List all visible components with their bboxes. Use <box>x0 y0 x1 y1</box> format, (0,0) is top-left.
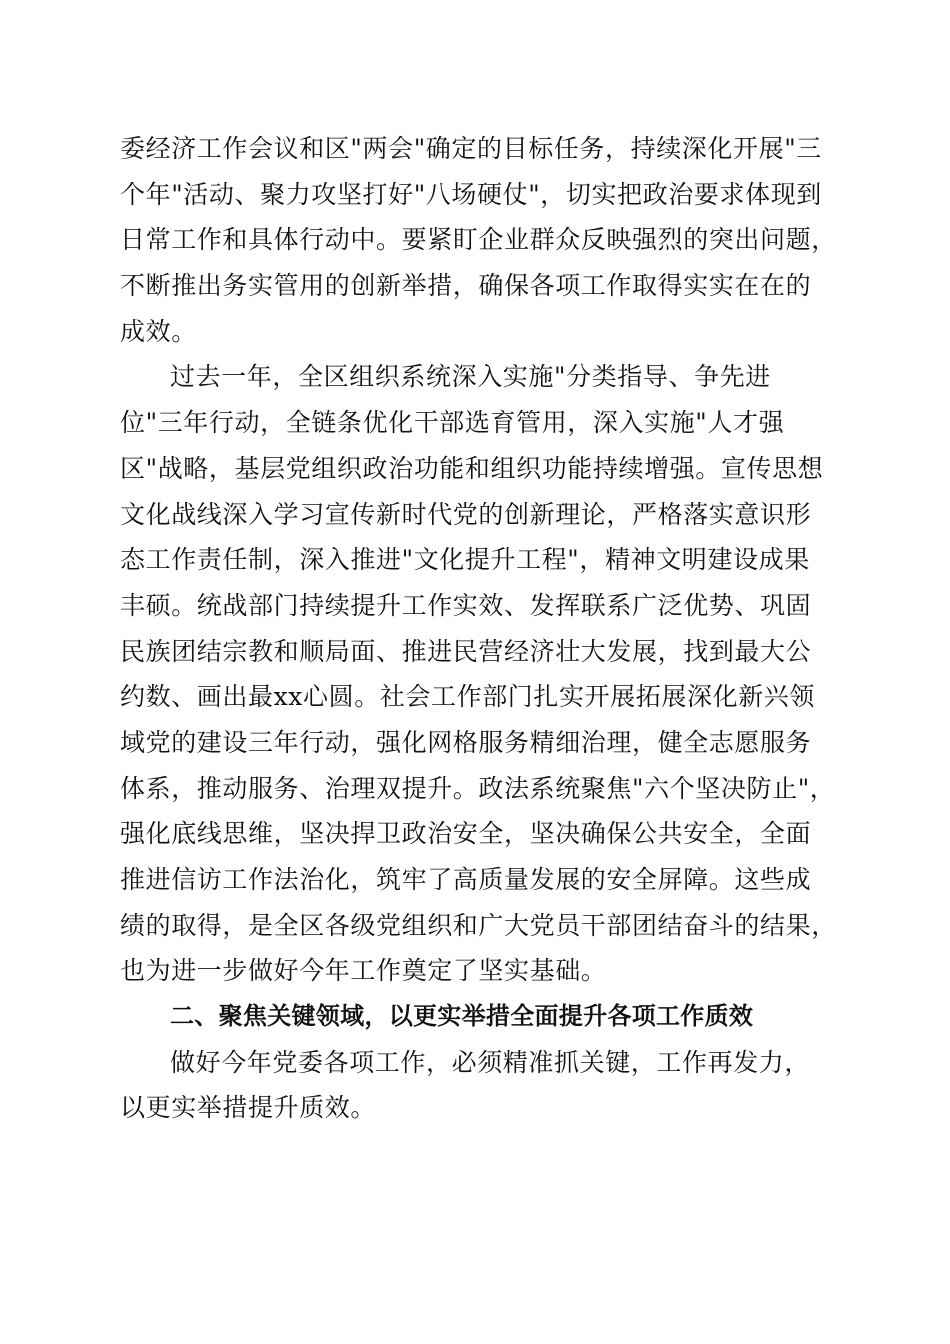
paragraph-line: 做好今年党委各项工作，必须精准抓关键，工作再发力， <box>170 1047 811 1077</box>
paragraph-line: 也为进一步做好今年工作奠定了坚实基础。 <box>120 956 607 986</box>
paragraph-line: 委经济工作会议和区"两会"确定的目标任务，持续深化开展"三 <box>120 134 822 163</box>
paragraph-line: 位"三年行动，全链条优化干部选育管用，深入实施"人才强 <box>120 408 785 438</box>
paragraph-line: 约数、画出最xx心圆。社会工作部门扎实开展拓展深化新兴领 <box>120 682 816 712</box>
paragraph-1 <box>120 126 840 354</box>
paragraph-2 <box>120 354 840 994</box>
paragraph-line: 域党的建设三年行动，强化网格服务精细治理，健全志愿服务 <box>120 727 812 757</box>
paragraph-line: 日常工作和具体行动中。要紧盯企业群众反映强烈的突出问题， <box>120 225 837 255</box>
paragraph-line: 民族团结宗教和顺局面、推进民营经济壮大发展，找到最大公 <box>120 636 812 666</box>
paragraph-line: 丰硕。统战部门持续提升工作实效、发挥联系广泛优势、巩固 <box>120 590 812 620</box>
paragraph-line: 态工作责任制，深入推进"文化提升工程"，精神文明建设成果 <box>120 545 810 575</box>
document-body <box>120 126 840 1131</box>
paragraph-line: 强化底线思维，坚决捍卫政治安全，坚决确保公共安全，全面 <box>120 819 812 849</box>
paragraph-line: 以更实举措提升质效。 <box>120 1093 377 1123</box>
paragraph-line: 不断推出务实管用的创新举措，确保各项工作取得实实在在的 <box>120 271 812 301</box>
paragraph-line: 体系，推动服务、治理双提升。政法系统聚焦"六个坚决防止"， <box>120 773 836 803</box>
paragraph-3 <box>120 1040 840 1131</box>
paragraph-line: 绩的取得，是全区各级党组织和广大党员干部团结奋斗的结果， <box>120 910 837 940</box>
paragraph-line: 个年"活动、聚力攻坚打好"八场硬仗"，切实把政治要求体现到 <box>120 179 822 209</box>
paragraph-line: 区"战略，基层党组织政治功能和组织功能持续增强。宣传思想 <box>120 453 824 483</box>
paragraph-line: 成效。 <box>120 316 197 346</box>
section-heading: 二、聚焦关键领域，以更实举措全面提升各项工作质效 <box>170 1002 754 1031</box>
paragraph-line: 推进信访工作法治化，筑牢了高质量发展的安全屏障。这些成 <box>120 865 812 894</box>
paragraph-line: 过去一年，全区组织系统深入实施"分类指导、争先进 <box>170 362 771 392</box>
paragraph-line: 文化战线深入学习宣传新时代党的创新理论，严格落实意识形 <box>120 499 812 529</box>
